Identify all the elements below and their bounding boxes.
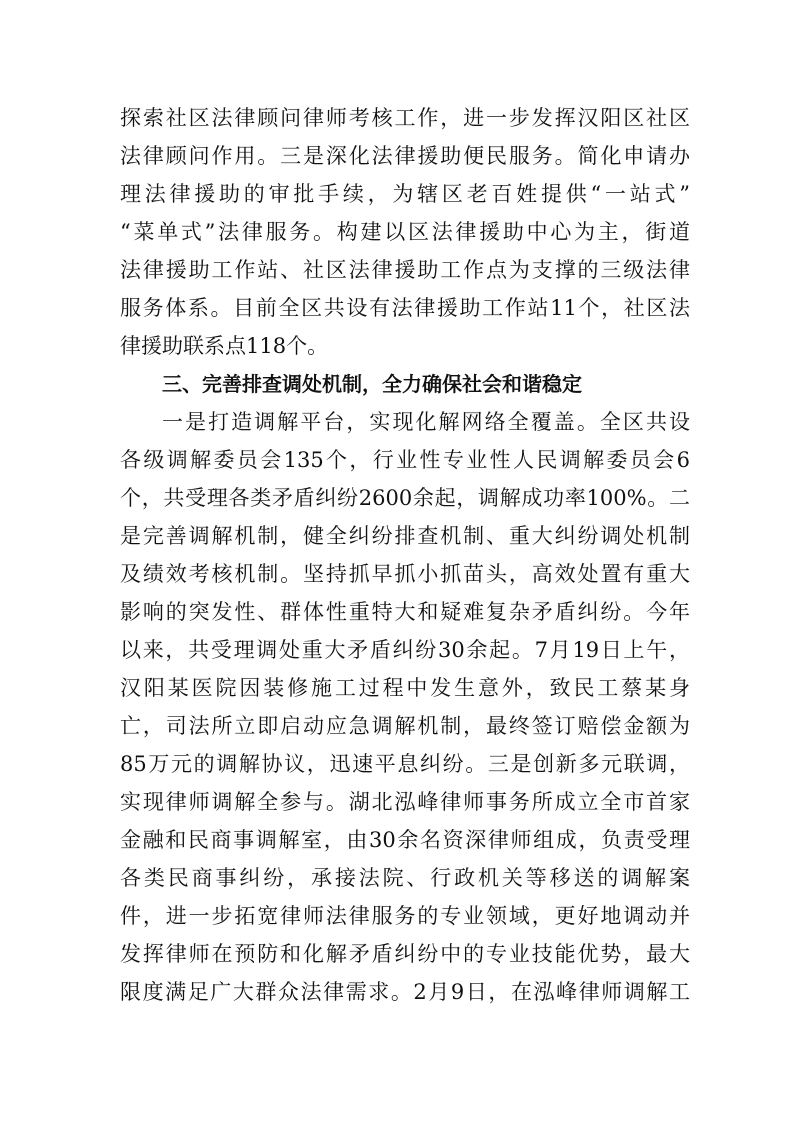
text-line: 理法律援助的审批手续，为辖区老百姓提供“一站式”: [120, 182, 690, 206]
text-line: 金融和民商事调解室，由30余名资深律师组成，负责受理: [120, 828, 690, 852]
text-line: 法律顾问作用。三是深化法律援助便民服务。简化申请办: [120, 144, 690, 168]
text-line: 发挥律师在预防和化解矛盾纠纷中的专业技能优势，最大: [120, 942, 690, 966]
text-line: 探索社区法律顾问律师考核工作，进一步发挥汉阳区社区: [120, 106, 690, 130]
text-line: 个，共受理各类矛盾纠纷2600余起，调解成功率100%。二: [120, 486, 690, 510]
text-line: 及绩效考核机制。坚持抓早抓小抓苗头，高效处置有重大: [120, 562, 690, 586]
text-line: 以来，共受理调处重大矛盾纠纷30余起。7月19日上午，: [120, 638, 690, 662]
text-line: 亡，司法所立即启动应急调解机制，最终签订赔偿金额为: [120, 714, 690, 738]
text-line: 是完善调解机制，健全纠纷排查机制、重大纠纷调处机制: [120, 524, 690, 548]
text-line: 汉阳某医院因装修施工过程中发生意外，致民工蔡某身: [120, 676, 690, 700]
text-line: 件，进一步拓宽律师法律服务的专业领域，更好地调动并: [120, 904, 690, 928]
text-line: 一是打造调解平台，实现化解网络全覆盖。全区共设: [162, 410, 690, 434]
text-line: 各类民商事纠纷，承接法院、行政机关等移送的调解案: [120, 866, 690, 890]
text-line: 85万元的调解协议，迅速平息纠纷。三是创新多元联调，: [120, 752, 690, 776]
text-line: 实现律师调解全参与。湖北泓峰律师事务所成立全市首家: [120, 790, 690, 814]
section-heading: 三、完善排查调处机制，全力确保社会和谐稳定: [162, 372, 582, 396]
text-line: 律援助联系点118个。: [120, 334, 329, 358]
text-line: 服务体系。目前全区共设有法律援助工作站11个，社区法: [120, 296, 690, 320]
text-line: 限度满足广大群众法律需求。2月9日，在泓峰律师调解工: [120, 980, 690, 1004]
text-line: 法律援助工作站、社区法律援助工作点为支撑的三级法律: [120, 258, 690, 282]
text-line: 影响的突发性、群体性重特大和疑难复杂矛盾纠纷。今年: [120, 600, 690, 624]
text-line: 各级调解委员会135个，行业性专业性人民调解委员会6: [120, 448, 690, 472]
text-line: “菜单式”法律服务。构建以区法律援助中心为主，街道: [120, 220, 690, 244]
